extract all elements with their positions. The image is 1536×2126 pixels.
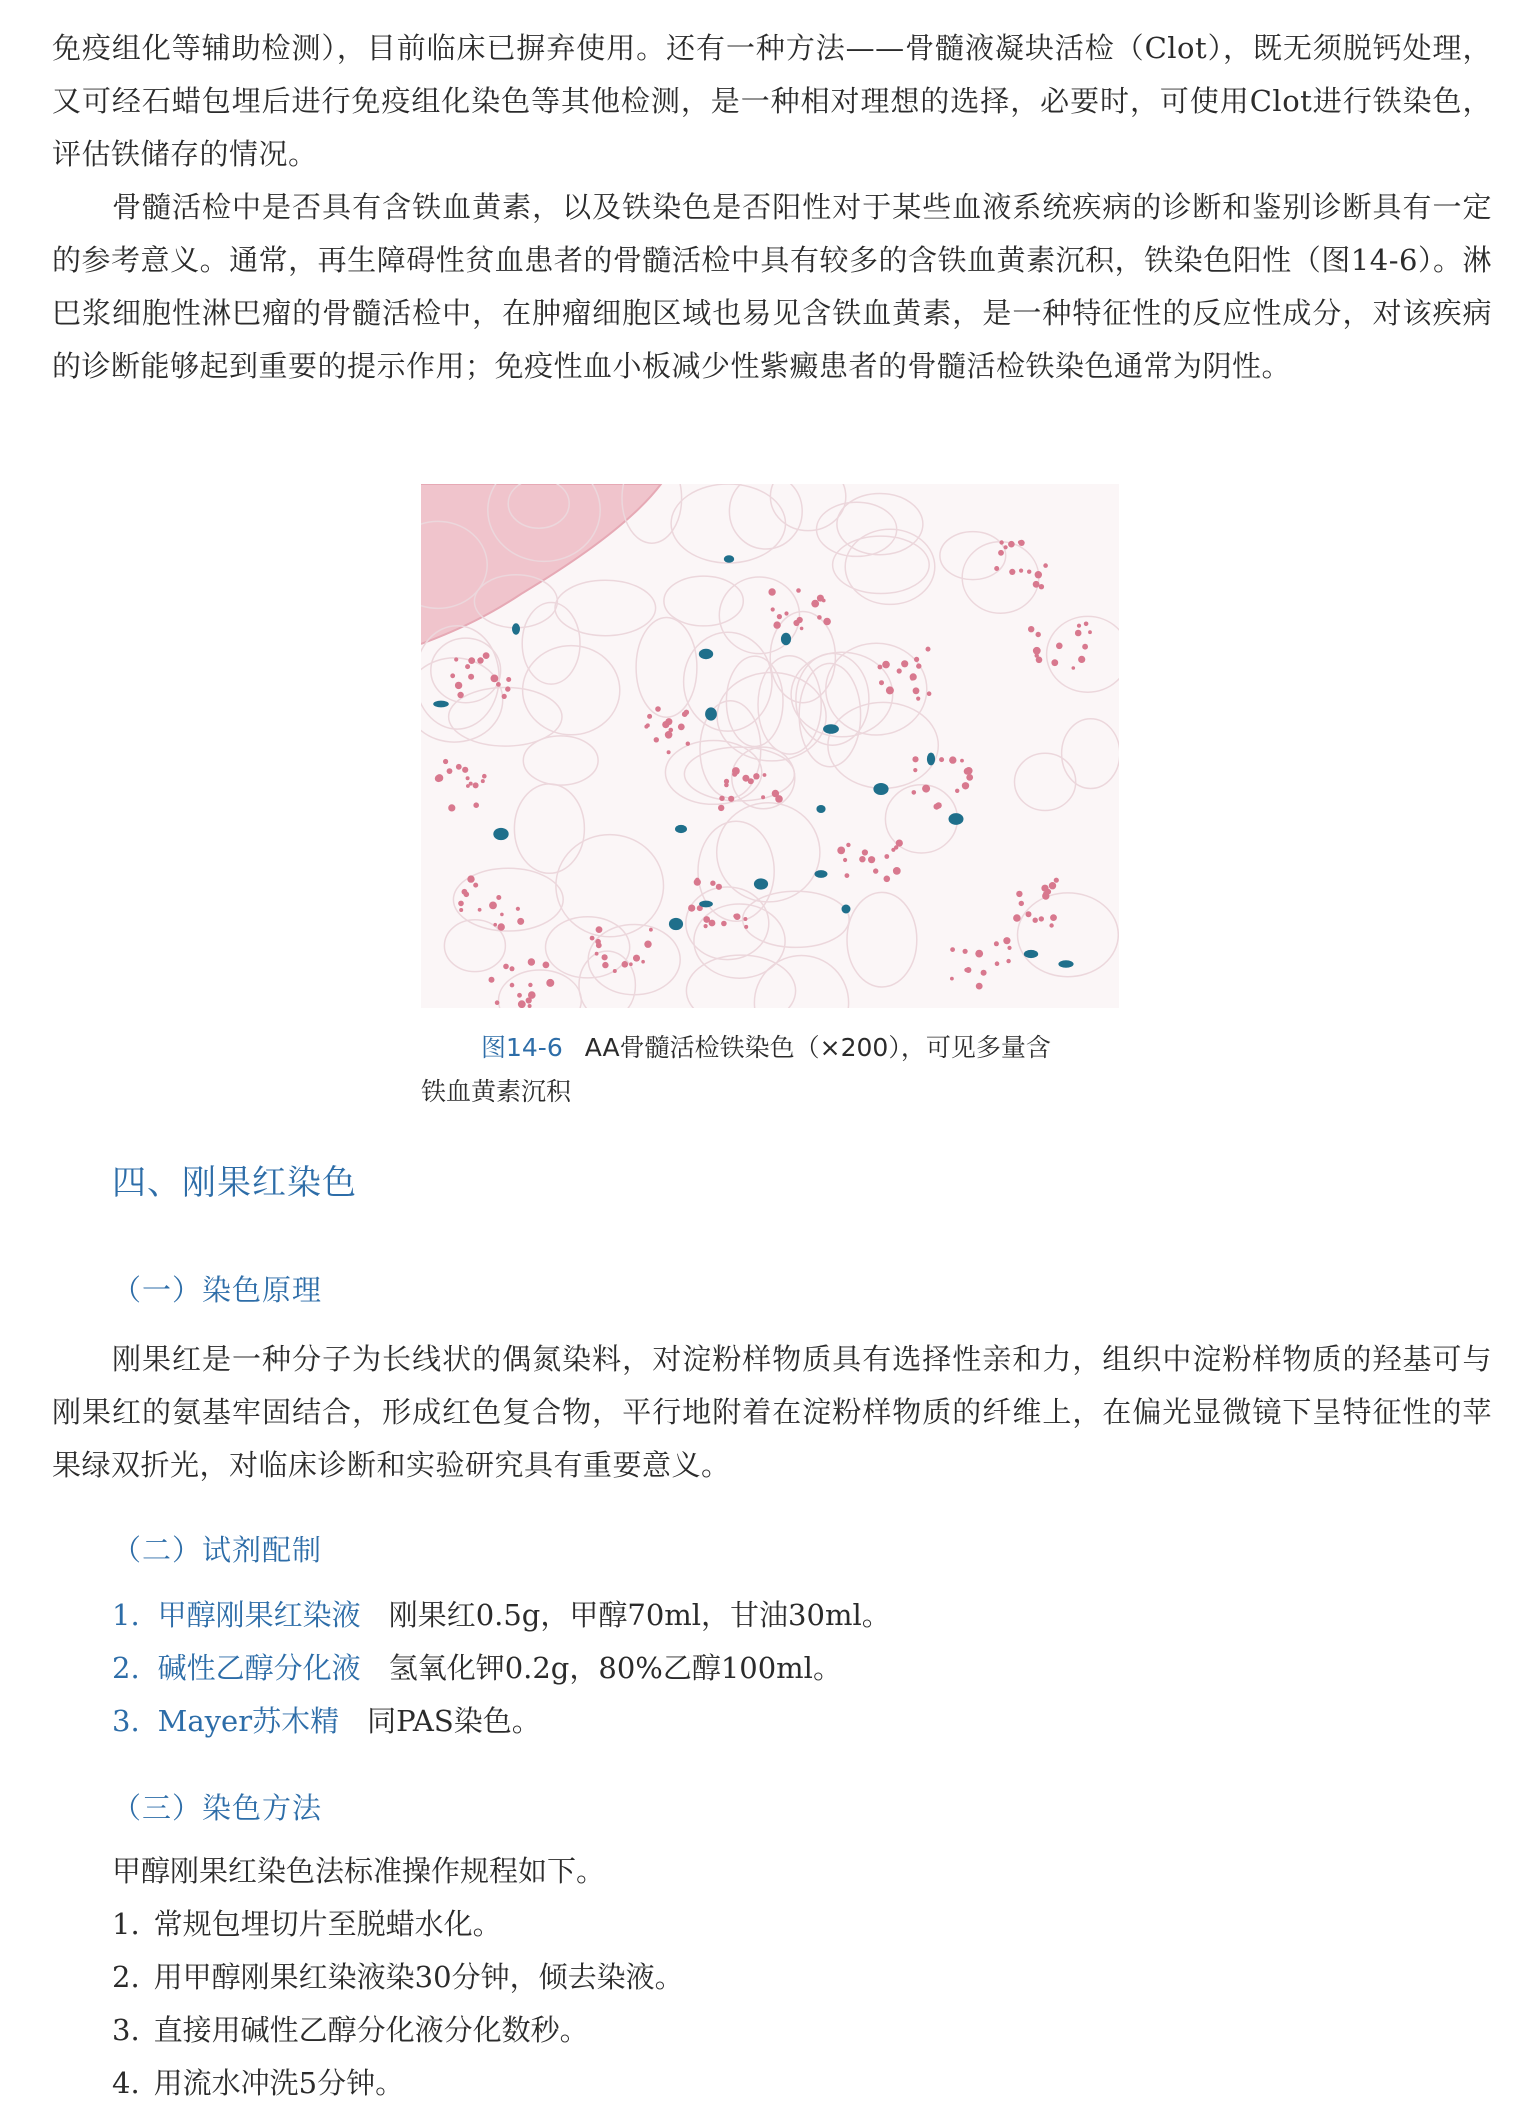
red-cell-dot [629, 962, 633, 966]
red-cell-dot [667, 750, 671, 754]
red-cell-dot [963, 949, 968, 954]
red-cell-dot [1046, 889, 1052, 895]
red-cell-dot [879, 680, 884, 685]
principle-text-block [52, 1333, 1492, 1492]
red-cell-dot [797, 617, 803, 623]
red-cell-dot [916, 697, 920, 701]
subsection-heading-reagents: （二）试剂配制 [112, 1533, 323, 1567]
red-cell-dot [496, 895, 501, 900]
reagent-name: 甲醇刚果红染液 [157, 1598, 361, 1632]
red-cell-dot [912, 756, 918, 762]
reagent-number: 3. [112, 1704, 140, 1738]
red-cell-dot [528, 983, 532, 987]
red-cell-dot [457, 692, 463, 698]
red-cell-dot [859, 856, 865, 862]
red-cell-dot [505, 686, 510, 691]
step-number: 3. [112, 2013, 140, 2047]
red-cell-dot [489, 977, 495, 983]
hemosiderin-deposit [754, 878, 768, 889]
step-text: 直接用碱性乙醇分化液分化数秒。 [153, 2013, 589, 2047]
red-cell-dot [1035, 571, 1042, 578]
subsection-heading-principle: （一）染色原理 [112, 1273, 323, 1307]
red-cell-dot [962, 782, 969, 789]
red-cell-dot [742, 775, 749, 782]
red-cell-dot [481, 779, 485, 783]
red-cell-dot [884, 876, 891, 883]
red-cell-dot [934, 804, 940, 810]
step-text: 常规包埋切片至脱蜡水化。 [153, 1907, 502, 1941]
red-cell-dot [843, 858, 847, 862]
red-cell-dot [1049, 923, 1053, 927]
red-cell-dot [1039, 916, 1044, 921]
red-cell-dot [1050, 914, 1057, 921]
red-cell-dot [1039, 584, 1044, 589]
red-cell-dot [468, 674, 474, 680]
red-cell-dot [1082, 644, 1088, 650]
red-cell-dot [1004, 545, 1008, 549]
figure-caption [421, 1026, 1141, 1114]
section-heading: 四、刚果红染色 [112, 1163, 357, 1203]
reagent-list [112, 1589, 891, 1748]
red-cell-dot [518, 1000, 526, 1008]
red-cell-dot [964, 968, 968, 972]
red-cell-dot [649, 928, 653, 932]
red-cell-dot [478, 908, 482, 912]
hemosiderin-deposit [1058, 960, 1073, 968]
red-cell-dot [886, 686, 894, 694]
list-item [112, 1898, 684, 1951]
red-cell-dot [914, 657, 919, 662]
red-cell-dot [703, 916, 710, 923]
red-cell-dot [641, 960, 645, 964]
red-cell-dot [845, 873, 850, 878]
red-cell-dot [897, 668, 902, 673]
red-cell-dot [728, 796, 734, 802]
red-cell-dot [1054, 878, 1059, 883]
red-cell-dot [468, 657, 475, 664]
red-cell-dot [796, 588, 801, 593]
red-cell-dot [1088, 630, 1092, 634]
red-cell-dot [1008, 541, 1015, 548]
hemosiderin-deposit [842, 905, 851, 914]
red-cell-dot [622, 961, 629, 968]
red-cell-dot [503, 964, 509, 970]
red-cell-dot [646, 723, 650, 727]
red-cell-dot [966, 774, 973, 781]
red-cell-dot [596, 926, 603, 933]
red-cell-dot [893, 867, 901, 875]
paragraph-hemosiderin: 骨髓活检中是否具有含铁血黄素，以及铁染色是否阳性对于某些血液系统疾病的诊断和鉴别诊断具有一定的参考意义。通常，再生障碍性贫血患者的骨髓活检中具有较多的含铁血黄素沉积，铁染色阳性（图14-6）。淋巴浆细胞性淋巴瘤的骨髓活检中，在肿瘤细胞区域也易见含铁血黄素，是一种特征性的反应性成分，对该疾病的诊断能够起到重要的提示作用；免疫性血小板减少性紫癜患者的骨髓活检铁染色通常为阴性。 [52, 190, 1492, 383]
hemosiderin-deposit [815, 870, 828, 878]
red-cell-dot [811, 600, 819, 608]
red-cell-dot [688, 905, 695, 912]
hemosiderin-deposit [493, 828, 508, 840]
red-cell-dot [1075, 630, 1082, 637]
red-cell-dot [1043, 563, 1048, 568]
red-cell-dot [496, 682, 501, 687]
red-cell-dot [724, 783, 729, 788]
red-cell-dot [602, 954, 608, 960]
red-cell-dot [1072, 666, 1076, 670]
red-cell-dot [543, 962, 550, 969]
red-cell-dot [721, 921, 727, 927]
red-cell-dot [910, 677, 914, 681]
paragraph-principle: 刚果红是一种分子为长线状的偶氮染料，对淀粉样物质具有选择性亲和力，组织中淀粉样物质的羟基可与刚果红的氨基牢固结合，形成红色复合物，平行地附着在淀粉样物质的纤维上，在偏光显微镜下呈特征性的苹果绿双折光，对临床诊断和实验研究具有重要意义。 [52, 1342, 1492, 1482]
red-cell-dot [613, 969, 617, 973]
hemosiderin-deposit [1024, 950, 1038, 958]
red-cell-dot [436, 774, 444, 782]
red-cell-dot [517, 993, 522, 998]
red-cell-dot [998, 550, 1004, 556]
red-cell-dot [761, 795, 765, 799]
red-cell-dot [447, 768, 453, 774]
red-cell-dot [950, 977, 954, 981]
red-cell-dot [516, 907, 520, 911]
red-cell-dot [458, 901, 464, 907]
red-cell-dot [655, 706, 661, 712]
red-cell-dot [1013, 914, 1021, 922]
red-cell-dot [912, 790, 917, 795]
red-cell-dot [1027, 570, 1031, 574]
red-cell-dot [773, 621, 780, 628]
red-cell-dot [462, 767, 468, 773]
red-cell-dot [868, 856, 875, 863]
red-cell-dot [473, 802, 479, 808]
red-cell-dot [744, 925, 748, 929]
red-cell-dot [1036, 657, 1043, 664]
hemosiderin-deposit [512, 623, 520, 634]
red-cell-dot [462, 889, 468, 895]
reagent-desc: 刚果红0.5g，甲醇70ml，甘油30ml。 [388, 1598, 891, 1632]
red-cell-dot [500, 913, 504, 917]
red-cell-dot [477, 657, 483, 663]
red-cell-dot [1033, 581, 1040, 588]
red-cell-dot [733, 914, 738, 919]
red-cell-dot [454, 657, 458, 661]
red-cell-dot [1016, 891, 1022, 897]
red-cell-dot [960, 759, 964, 763]
red-cell-dot [716, 884, 722, 890]
paragraph-continued: 免疫组化等辅助检测），目前临床已摒弃使用。还有一种方法——骨髓液凝块活检（Clot），既无须脱钙处理，又可经石蜡包埋后进行免疫组化染色等其他检测，是一种相对理想的选择，必要时，可使用Clot进行铁染色，评估铁储存的情况。 [52, 31, 1492, 171]
reagent-name: 碱性乙醇分化液 [157, 1651, 361, 1685]
red-cell-dot [590, 936, 595, 941]
red-cell-dot [913, 687, 920, 694]
red-cell-dot [768, 588, 775, 595]
figure-caption-line1: AA骨髓活检铁染色（×200），可见多量含 [584, 1033, 1051, 1062]
red-cell-dot [994, 941, 999, 946]
red-cell-dot [502, 694, 507, 699]
red-cell-dot [686, 742, 690, 746]
red-cell-dot [884, 854, 889, 859]
hemosiderin-deposit [816, 805, 825, 813]
red-cell-dot [743, 917, 747, 921]
red-cell-dot [1019, 901, 1024, 906]
red-cell-dot [665, 718, 672, 725]
red-cell-dot [455, 682, 462, 689]
red-cell-dot [1051, 659, 1058, 666]
list-item [112, 2057, 684, 2110]
step-number: 1. [112, 1907, 140, 1941]
red-cell-dot [753, 773, 759, 779]
list-item [112, 1589, 891, 1642]
red-cell-dot [710, 881, 715, 886]
red-cell-dot [528, 958, 535, 965]
list-item [112, 2004, 684, 2057]
red-cell-dot [493, 923, 497, 927]
figure-caption-line2: 铁血黄素沉积 [421, 1077, 572, 1106]
step-number: 4. [112, 2066, 140, 2100]
red-cell-dot [964, 768, 971, 775]
red-cell-dot [1028, 626, 1034, 632]
red-cell-dot [894, 845, 898, 849]
red-cell-dot [950, 947, 955, 952]
red-cell-dot [981, 970, 987, 976]
hemosiderin-deposit [675, 825, 687, 833]
red-cell-dot [823, 618, 831, 626]
red-cell-dot [491, 675, 499, 683]
red-cell-dot [459, 908, 463, 912]
red-cell-dot [694, 879, 701, 886]
red-cell-dot [718, 805, 724, 811]
red-cell-dot [999, 540, 1003, 544]
red-cell-dot [528, 1004, 532, 1008]
list-item [112, 1695, 891, 1748]
red-cell-dot [450, 673, 455, 678]
hemosiderin-deposit [433, 701, 449, 708]
red-cell-dot [772, 790, 779, 797]
method-steps [112, 1845, 684, 2110]
red-cell-dot [483, 652, 490, 659]
red-cell-dot [489, 902, 497, 910]
red-cell-dot [995, 961, 1000, 966]
red-cell-dot [837, 847, 845, 855]
hemosiderin-deposit [949, 813, 964, 825]
red-cell-dot [846, 843, 850, 847]
reagent-number: 2. [112, 1651, 140, 1685]
hemosiderin-deposit [724, 555, 734, 563]
body-text-top [52, 22, 1492, 393]
reagent-desc: 氢氧化钾0.2g，80%乙醇100ml。 [388, 1651, 842, 1685]
red-cell-dot [498, 923, 505, 930]
red-cell-dot [602, 962, 608, 968]
red-cell-dot [596, 942, 602, 948]
red-cell-dot [955, 789, 959, 793]
red-cell-dot [473, 883, 478, 888]
reagent-name: Mayer苏木精 [157, 1704, 340, 1738]
red-cell-dot [878, 665, 883, 670]
red-cell-dot [1006, 959, 1010, 963]
hemosiderin-deposit [927, 753, 935, 766]
red-cell-dot [473, 782, 479, 788]
reagent-desc: 同PAS染色。 [367, 1704, 541, 1738]
red-cell-dot [732, 767, 740, 775]
red-cell-dot [1078, 656, 1085, 663]
red-cell-dot [1007, 946, 1011, 950]
red-cell-dot [1033, 918, 1038, 923]
hemosiderin-deposit [699, 901, 713, 908]
red-cell-dot [978, 951, 982, 955]
red-cell-dot [469, 782, 473, 786]
red-cell-dot [467, 875, 474, 882]
red-cell-dot [654, 737, 659, 742]
red-cell-dot [595, 952, 599, 956]
red-cell-dot [913, 768, 917, 772]
red-cell-dot [704, 924, 708, 928]
red-cell-dot [719, 796, 724, 801]
red-cell-dot [633, 955, 640, 962]
red-cell-dot [1018, 540, 1022, 544]
red-cell-dot [678, 724, 685, 731]
red-cell-dot [495, 1000, 500, 1005]
red-cell-dot [1084, 622, 1089, 627]
hemosiderin-deposit [705, 707, 717, 720]
figure-number: 图14-6 [481, 1033, 563, 1062]
red-cell-dot [1026, 911, 1032, 917]
red-cell-dot [466, 776, 470, 780]
hemosiderin-deposit [781, 633, 791, 645]
red-cell-dot [926, 647, 931, 652]
red-cell-dot [1077, 624, 1081, 628]
hemosiderin-deposit [669, 918, 683, 930]
red-cell-dot [862, 849, 868, 855]
red-cell-dot [448, 804, 455, 811]
red-cell-dot [976, 983, 983, 990]
red-cell-dot [882, 661, 890, 669]
red-cell-dot [784, 611, 788, 615]
red-cell-dot [873, 868, 878, 873]
method-intro: 甲醇刚果红染色法标准操作规程如下。 [112, 1854, 606, 1888]
red-cell-dot [482, 774, 487, 779]
microscopy-image [421, 484, 1119, 1008]
red-cell-dot [949, 756, 956, 763]
red-cell-dot [1056, 643, 1063, 650]
red-cell-dot [526, 997, 532, 1003]
list-item [112, 1951, 684, 2004]
red-cell-dot [771, 607, 775, 611]
step-number: 2. [112, 1960, 140, 1994]
red-cell-dot [916, 663, 921, 668]
red-cell-dot [510, 966, 515, 971]
red-cell-dot [510, 983, 515, 988]
red-cell-dot [546, 979, 554, 987]
step-text: 用甲醇刚果红染液染30分钟，倾去染液。 [153, 1960, 684, 1994]
red-cell-dot [800, 627, 804, 631]
red-cell-dot [443, 759, 448, 764]
red-cell-dot [817, 595, 824, 602]
red-cell-dot [684, 710, 689, 715]
red-cell-dot [817, 615, 822, 620]
red-cell-dot [1049, 882, 1056, 889]
red-cell-dot [1019, 569, 1023, 573]
red-cell-dot [669, 728, 674, 733]
hemosiderin-deposit [873, 783, 888, 795]
red-cell-dot [994, 566, 999, 571]
red-cell-dot [927, 691, 932, 696]
list-item [112, 1642, 891, 1695]
red-cell-dot [777, 614, 782, 619]
red-cell-dot [922, 785, 930, 793]
red-cell-dot [456, 764, 462, 770]
red-cell-dot [644, 941, 651, 948]
red-cell-dot [506, 677, 511, 682]
step-text: 用流水冲洗5分钟。 [153, 2066, 405, 2100]
red-cell-dot [1009, 569, 1015, 575]
red-cell-dot [1003, 937, 1010, 944]
figure-microscopy-image [421, 484, 1119, 1008]
red-cell-dot [517, 918, 524, 925]
red-cell-dot [939, 757, 944, 762]
hemosiderin-deposit [699, 649, 713, 659]
subsection-heading-method: （三）染色方法 [112, 1791, 323, 1825]
red-cell-dot [901, 660, 908, 667]
red-cell-dot [465, 664, 470, 669]
reagent-number: 1. [112, 1598, 140, 1632]
red-cell-dot [1036, 632, 1041, 637]
red-cell-dot [763, 773, 767, 777]
red-cell-dot [647, 714, 652, 719]
hemosiderin-deposit [823, 724, 839, 734]
